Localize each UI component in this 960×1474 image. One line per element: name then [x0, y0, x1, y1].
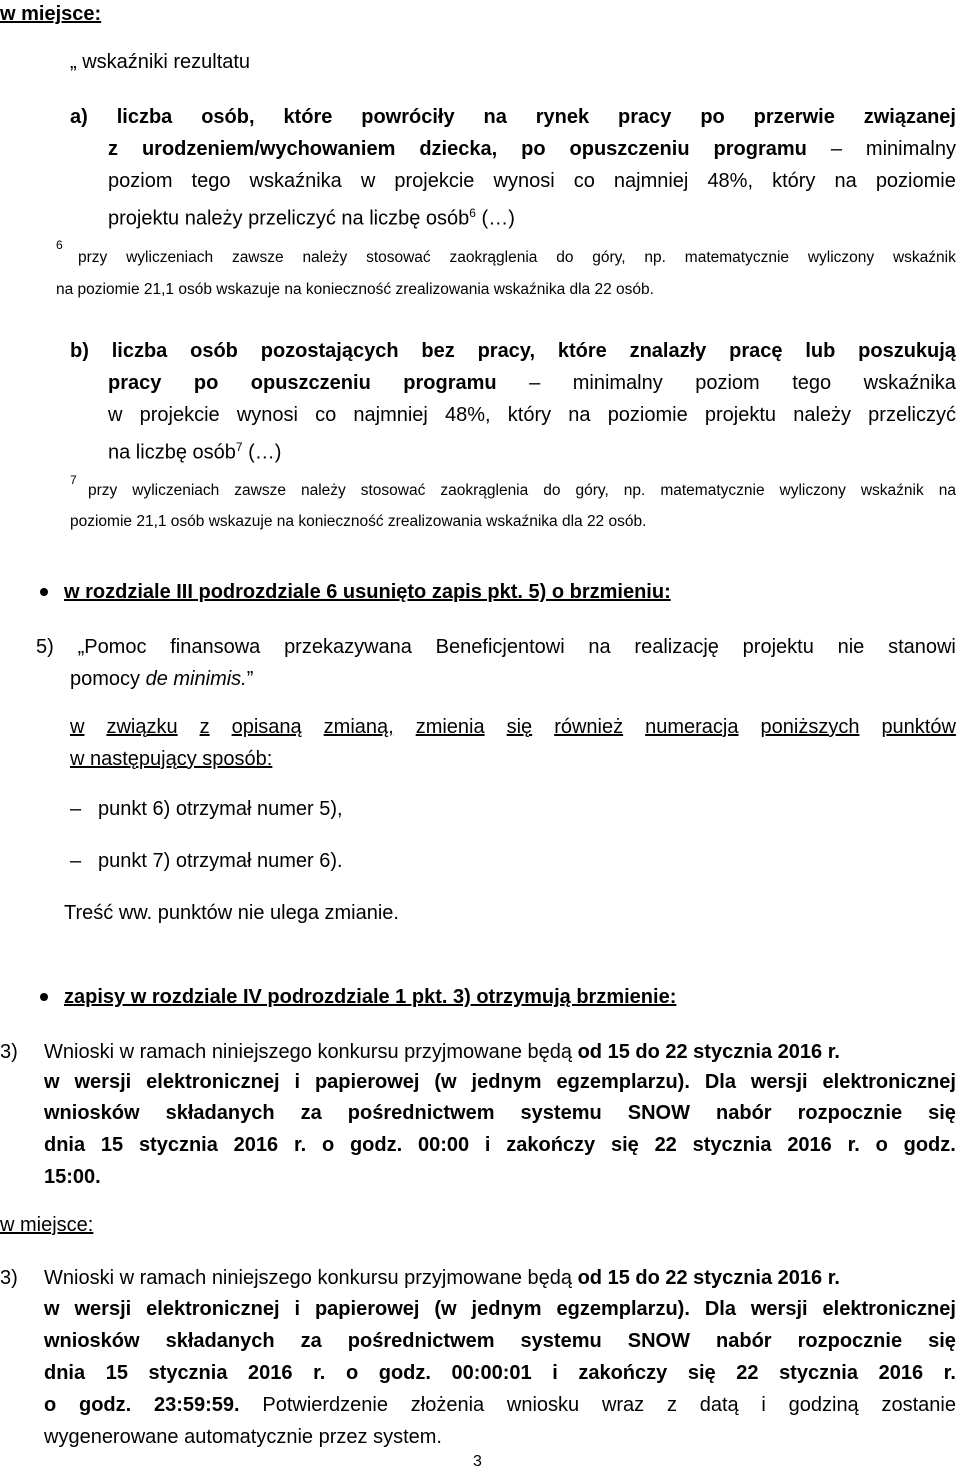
- word: liczba: [116, 106, 173, 128]
- word: systemu: [520, 1102, 602, 1124]
- word: numeracja: [645, 716, 739, 738]
- de-minimis-text: de minimis.: [145, 668, 247, 690]
- word: z: [108, 138, 118, 160]
- word: minimalny: [865, 138, 956, 160]
- word: o: [44, 1394, 57, 1416]
- word: z: [666, 1394, 677, 1416]
- word: stycznia: [779, 1362, 858, 1384]
- word: godziną: [788, 1394, 859, 1416]
- word: i: [552, 1362, 558, 1384]
- word: zostanie: [881, 1394, 956, 1416]
- word: elektronicznej: [146, 1298, 280, 1320]
- word: nie: [837, 636, 865, 658]
- item-a-line-4-text: projektu należy przeliczyć na liczbę osób: [108, 207, 470, 230]
- word: minimalny: [572, 372, 663, 394]
- word: na: [834, 170, 857, 192]
- point-5-line-1: [36, 635, 956, 659]
- word: poniższych: [760, 716, 860, 738]
- word: –: [830, 138, 842, 160]
- word: tego: [792, 372, 832, 394]
- word: i: [761, 1394, 766, 1416]
- word: o: [321, 1134, 335, 1156]
- word: godz.: [349, 1134, 403, 1156]
- word: na: [938, 482, 956, 499]
- word: co: [573, 170, 595, 192]
- word: osób,: [201, 106, 255, 128]
- word: wniosku: [506, 1394, 580, 1416]
- word: godz.: [78, 1394, 132, 1416]
- word: należy: [793, 404, 852, 426]
- word: na: [588, 636, 611, 658]
- old-point-3-line-1: [44, 1040, 840, 1064]
- word: 15: [105, 1362, 128, 1384]
- word: elektronicznej: [822, 1298, 956, 1320]
- footnote-ref-7: 7: [235, 440, 243, 454]
- footnote-6-number: 6: [56, 238, 63, 252]
- word: po: [193, 372, 219, 394]
- footnote-ref-6: 6: [469, 206, 476, 220]
- word: wersji: [750, 1071, 808, 1093]
- renumber-item-1: punkt 6) otrzymał numer 5),: [98, 798, 343, 820]
- word: który: [772, 170, 816, 192]
- word: SNOW: [627, 1102, 690, 1124]
- point-5-line-2-text: pomocy: [70, 668, 146, 690]
- old-date-range: od 15 do 22 stycznia 2016 r.: [577, 1041, 840, 1063]
- word: stycznia: [138, 1134, 218, 1156]
- word: wersji: [74, 1071, 132, 1093]
- word: w: [108, 404, 123, 426]
- word: wniosków: [44, 1330, 140, 1352]
- item-b-line-2: [108, 371, 956, 395]
- word: się: [506, 716, 533, 738]
- footnote-7-line-2: poziomie 21,1 osób wskazuje na konieczność zrealizowania wskaźnika dla 22 osób.: [70, 513, 647, 530]
- word: np.: [623, 482, 646, 499]
- word: zmienia: [415, 716, 485, 738]
- word: stanowi: [888, 636, 956, 658]
- word: Beneficjentowi: [435, 636, 565, 658]
- word: rynek: [535, 106, 590, 128]
- word: i: [294, 1071, 301, 1093]
- item-a-line-1: [70, 105, 956, 129]
- word: najmniej: [353, 404, 428, 426]
- word: punktów: [881, 716, 956, 738]
- word: liczba: [111, 340, 168, 362]
- word: wskaźnik: [860, 482, 924, 499]
- word: 00:00:01: [451, 1362, 532, 1384]
- word: wynosi: [493, 170, 555, 192]
- word: datą: [699, 1394, 739, 1416]
- word: i: [484, 1134, 491, 1156]
- word: pracy,: [477, 340, 536, 362]
- word: projektu: [742, 636, 814, 658]
- word: r.: [293, 1134, 307, 1156]
- word: wniosków: [44, 1102, 140, 1124]
- word: pracy: [618, 106, 672, 128]
- word: zawsze: [234, 482, 286, 499]
- word: przerwie: [753, 106, 835, 128]
- word: opuszczeniu: [250, 372, 371, 394]
- word: po: [521, 138, 546, 160]
- word: które: [283, 106, 333, 128]
- word: w: [360, 170, 376, 192]
- word: jednym: [471, 1298, 542, 1320]
- word: wyliczony: [807, 249, 875, 266]
- word: programu: [713, 138, 807, 160]
- page-number: 3: [473, 1453, 482, 1470]
- word: r.: [943, 1362, 956, 1384]
- word: do: [556, 249, 574, 266]
- word: 2016: [233, 1134, 279, 1156]
- new-point-3-number: 3): [0, 1267, 18, 1289]
- word: o: [345, 1362, 359, 1384]
- word: wskaźnika: [863, 372, 956, 394]
- word: wersji: [74, 1298, 132, 1320]
- word: finansowa: [170, 636, 261, 658]
- dash-icon-1: –: [70, 798, 82, 820]
- word: r.: [847, 1134, 860, 1156]
- word: –: [529, 372, 541, 394]
- new-date-range: od 15 do 22 stycznia 2016 r.: [577, 1267, 840, 1289]
- word: rozpocznie: [797, 1102, 903, 1124]
- word: SNOW: [627, 1330, 690, 1352]
- word: pozostających: [260, 340, 399, 362]
- word: w: [70, 716, 85, 738]
- old-point-3-line-4: [44, 1133, 956, 1157]
- word: 15: [100, 1134, 124, 1156]
- word: opuszczeniu: [569, 138, 690, 160]
- word: pośrednictwem: [347, 1330, 495, 1352]
- indicators-title: „ wskaźniki rezultatu: [70, 51, 251, 73]
- item-a-line-4: [108, 201, 515, 231]
- section-3-heading: zapisy w rozdziale IV podrozdziale 1 pkt. 3) otrzymują brzmienie:: [64, 986, 677, 1008]
- old-point-3-line-5: 15:00.: [44, 1166, 101, 1188]
- word: z: [199, 716, 210, 738]
- word: 22: [654, 1134, 677, 1156]
- word: r.: [313, 1362, 326, 1384]
- renumber-item-2: punkt 7) otrzymał numer 6).: [98, 850, 343, 872]
- word: programu: [403, 372, 497, 394]
- word: góry,: [592, 249, 626, 266]
- word: przeliczyć: [868, 404, 956, 426]
- word: papierowej: [314, 1298, 420, 1320]
- word: dnia: [44, 1362, 86, 1384]
- word: pracę: [729, 340, 783, 362]
- new-point-3-line-4: [44, 1361, 956, 1385]
- word: 2016: [248, 1362, 293, 1384]
- word: stycznia: [692, 1134, 772, 1156]
- word: realizację: [634, 636, 719, 658]
- word: pośrednictwem: [347, 1102, 495, 1124]
- new-point-3-line-5: [44, 1393, 956, 1417]
- word: w: [44, 1071, 60, 1093]
- word: wyliczeniach: [126, 249, 214, 266]
- word: powróciły: [361, 106, 455, 128]
- word: dnia: [44, 1134, 86, 1156]
- word: zakończy: [506, 1134, 596, 1156]
- word: poszukują: [858, 340, 956, 362]
- word: przy: [78, 249, 108, 266]
- word: urodzeniem/wychowaniem: [141, 138, 396, 160]
- word: tego: [191, 170, 231, 192]
- word: 2016: [878, 1362, 924, 1384]
- word: i: [294, 1298, 301, 1320]
- word: się: [928, 1102, 956, 1124]
- w-miejsce-heading-2: w miejsce:: [0, 1214, 94, 1236]
- word: 23:59:59.: [153, 1394, 240, 1416]
- word: bez: [421, 340, 455, 362]
- numbering-change-line-1: [70, 715, 956, 739]
- word: papierowej: [314, 1071, 420, 1093]
- item-b-line-3: [108, 403, 956, 427]
- word: wraz: [601, 1394, 645, 1416]
- word: przekazywana: [284, 636, 412, 658]
- word: dziecka,: [419, 138, 498, 160]
- word: nabór: [716, 1102, 772, 1124]
- content-unchanged-note: Treść ww. punktów nie ulega zmianie.: [64, 902, 399, 924]
- word: należy: [302, 249, 348, 266]
- word: zmianą,: [323, 716, 394, 738]
- word: złożenia: [410, 1394, 485, 1416]
- footnote-7-line-1: [88, 481, 956, 501]
- word: 48%,: [707, 170, 754, 192]
- word: wyliczony: [779, 482, 846, 499]
- w-miejsce-heading-1: w miejsce:: [0, 3, 102, 25]
- word: związanej: [863, 106, 956, 128]
- old-line-1-text: Wnioski w ramach niniejszego konkursu przyjmowane będą: [44, 1041, 578, 1063]
- word: poziom: [695, 372, 760, 394]
- word: projekcie: [139, 404, 220, 426]
- new-point-3-line-3: [44, 1329, 956, 1353]
- word: opisaną: [231, 716, 302, 738]
- word: jednym: [471, 1071, 542, 1093]
- word: który: [507, 404, 552, 426]
- section-2-heading: w rozdziale III podrozdziale 6 usunięto zapis pkt. 5) o brzmieniu:: [64, 581, 671, 603]
- word: składanych: [165, 1330, 275, 1352]
- word: co: [315, 404, 337, 426]
- bullet-icon: [40, 588, 48, 596]
- word: wersji: [750, 1298, 808, 1320]
- word: rozpocznie: [797, 1330, 903, 1352]
- footnote-6-line-2: na poziomie 21,1 osób wskazuje na konieczność zrealizowania wskaźnika dla 22 osób.: [56, 281, 654, 298]
- dash-icon-2: –: [70, 850, 82, 872]
- word: godz.: [378, 1362, 431, 1384]
- word: elektronicznej: [822, 1071, 956, 1093]
- word: zaokrąglenia: [440, 482, 529, 499]
- word: które: [557, 340, 607, 362]
- word: 5): [36, 636, 54, 658]
- new-point-3-line-1: [44, 1266, 840, 1290]
- word: projektu: [704, 404, 777, 426]
- item-b-line-4-text: na liczbę osób: [108, 441, 236, 464]
- word: się: [928, 1330, 956, 1352]
- word: nabór: [716, 1330, 772, 1352]
- word: Dla: [704, 1298, 736, 1320]
- word: systemu: [520, 1330, 602, 1352]
- word: na: [483, 106, 507, 128]
- word: 2016: [787, 1134, 832, 1156]
- word: za: [300, 1330, 322, 1352]
- word: projekcie: [394, 170, 475, 192]
- word: „Pomoc: [77, 636, 147, 658]
- new-point-3-line-6: wygenerowane automatycznie przez system.: [44, 1426, 442, 1448]
- word: pracy: [108, 372, 162, 394]
- word: wynosi: [236, 404, 298, 426]
- word: do: [543, 482, 561, 499]
- word: 00:00: [417, 1134, 470, 1156]
- word: się: [610, 1134, 639, 1156]
- word: znalazły: [629, 340, 707, 362]
- word: stycznia: [148, 1362, 228, 1384]
- word: lub: [805, 340, 836, 362]
- word: góry,: [575, 482, 609, 499]
- word: się: [687, 1362, 716, 1384]
- item-a-line-3: [108, 169, 956, 193]
- bullet-icon-2: [40, 993, 48, 1001]
- word: poziomie: [875, 170, 956, 192]
- numbering-change-line-2: w następujący sposób:: [70, 748, 273, 770]
- word: w: [44, 1298, 60, 1320]
- word: wskaźnik: [892, 249, 956, 266]
- word: zakończy: [578, 1362, 668, 1384]
- new-line-1-text: Wnioski w ramach niniejszego konkursu przyjmowane będą: [44, 1267, 578, 1289]
- point-5-line-2: [70, 667, 253, 691]
- word: za: [300, 1102, 322, 1124]
- word: np.: [644, 249, 666, 266]
- word: wskaźnika: [249, 170, 342, 192]
- word: stosować: [360, 482, 426, 499]
- footnote-6-line-1: [78, 248, 956, 268]
- old-point-3-line-3: [44, 1101, 956, 1125]
- footnote-7-number: 7: [70, 473, 77, 487]
- word: na: [568, 404, 591, 426]
- word: po: [700, 106, 725, 128]
- item-b-ellipsis: (…): [242, 441, 282, 464]
- item-a-ellipsis: (…): [475, 207, 515, 230]
- item-b-line-1: [70, 339, 956, 363]
- closing-quote: ”: [246, 668, 254, 690]
- word: b): [70, 340, 89, 362]
- word: matematycznie: [684, 249, 790, 266]
- word: poziomie: [607, 404, 688, 426]
- word: składanych: [165, 1102, 275, 1124]
- word: najmniej: [613, 170, 689, 192]
- item-b-line-4: [108, 435, 281, 465]
- word: egzemplarzu).: [556, 1071, 690, 1093]
- word: zawsze: [231, 249, 284, 266]
- word: a): [70, 106, 88, 128]
- word: wyliczeniach: [132, 482, 220, 499]
- word: przy: [88, 482, 118, 499]
- item-a-line-2: [108, 137, 956, 161]
- word: poziom: [108, 170, 173, 192]
- word: zaokrąglenia: [449, 249, 538, 266]
- word: egzemplarzu).: [556, 1298, 690, 1320]
- word: elektronicznej: [146, 1071, 280, 1093]
- word: (w: [434, 1071, 457, 1093]
- word: godz.: [903, 1134, 956, 1156]
- word: związku: [106, 716, 178, 738]
- old-point-3-number: 3): [0, 1041, 18, 1063]
- word: matematycznie: [660, 482, 765, 499]
- word: (w: [434, 1298, 457, 1320]
- word: 22: [736, 1362, 759, 1384]
- word: 48%,: [445, 404, 491, 426]
- word: o: [875, 1134, 888, 1156]
- word: również: [554, 716, 624, 738]
- old-point-3-line-2: [44, 1070, 956, 1094]
- word: należy: [300, 482, 346, 499]
- word: osób: [190, 340, 238, 362]
- word: Potwierdzenie: [262, 1394, 388, 1416]
- word: Dla: [704, 1071, 736, 1093]
- new-point-3-line-2: [44, 1297, 956, 1321]
- word: stosować: [366, 249, 431, 266]
